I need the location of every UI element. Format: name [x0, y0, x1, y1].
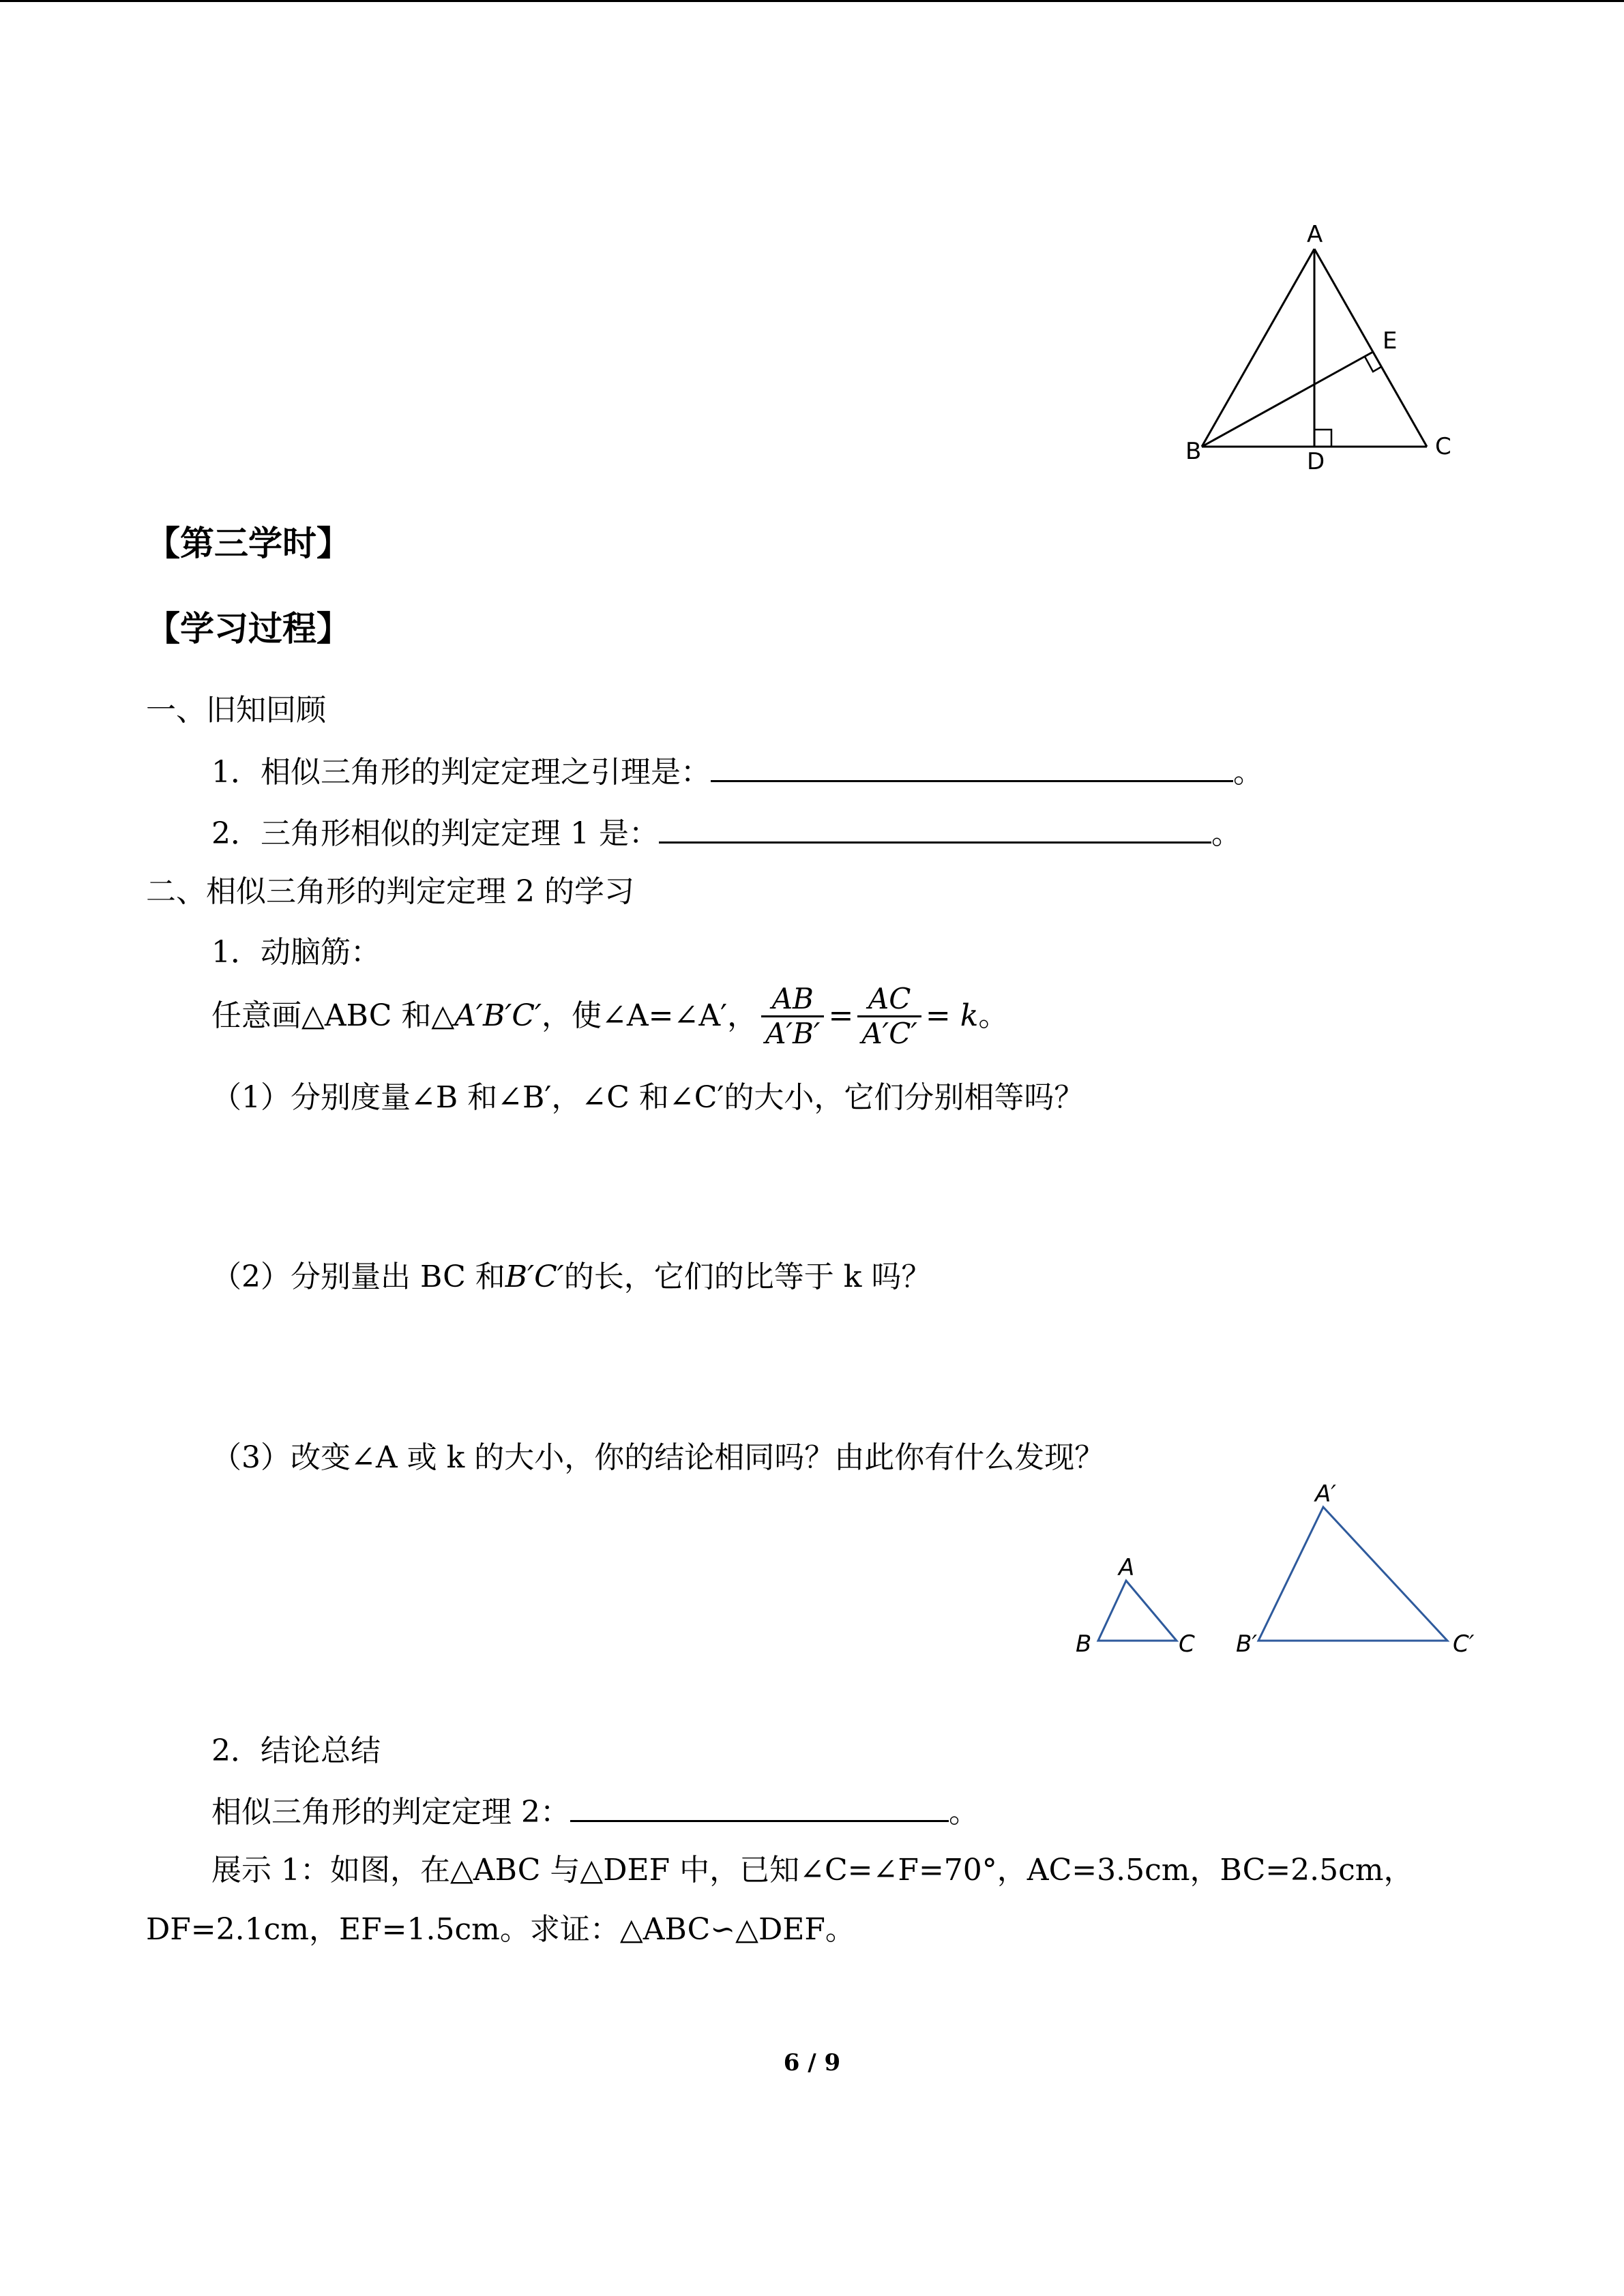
page-top-border	[0, 0, 1624, 2]
item1-blank[interactable]	[711, 750, 1233, 782]
theorem-line	[211, 1790, 979, 1833]
part1-item2	[211, 811, 1241, 854]
item1-text: 1．相似三角形的判定定理之引理是：	[211, 755, 711, 790]
example-line-1: 展示 1：如图，在△ABC 与△DEF 中，已知∠C=∠F=70°，AC=3.5cm，BC=2.5cm，	[211, 1853, 1414, 1888]
q2-post: 的长，它们的比等于 k 吗？	[563, 1259, 932, 1294]
small-label-b: B	[1076, 1630, 1092, 1658]
item2-end: 。	[1211, 816, 1241, 851]
part2-sub2: 2．结论总结	[211, 1733, 381, 1768]
part2-sub1: 1．动脑筋：	[211, 935, 381, 970]
large-label-a: A′	[1315, 1480, 1336, 1508]
theorem-text: 相似三角形的判定定理 2：	[211, 1795, 570, 1830]
question-3: （3）改变∠A 或 k 的大小，你的结论相同吗？由此你有什么发现？	[211, 1440, 1105, 1475]
label-c: C	[1435, 433, 1451, 460]
fraction-ac-num: AC	[868, 981, 911, 1015]
draw-pre: 任意画△ABC 和△	[211, 998, 455, 1033]
equals-sign: =	[828, 998, 854, 1033]
small-triangle	[1098, 1581, 1177, 1641]
small-label-a: A	[1119, 1554, 1135, 1581]
label-a: A	[1307, 221, 1323, 248]
large-label-c: C′	[1453, 1630, 1475, 1658]
fraction-ac	[857, 983, 921, 1050]
right-angle-e	[1365, 357, 1381, 372]
draw-instruction	[211, 975, 1008, 1057]
part2-title: 二、相似三角形的判定定理 2 的学习	[146, 874, 634, 909]
theorem-end: 。	[948, 1795, 979, 1830]
large-triangle	[1258, 1507, 1447, 1641]
fraction-ac-den: A′C′	[861, 1016, 917, 1050]
label-e: E	[1383, 327, 1398, 355]
fraction-ab-num: AB	[771, 981, 814, 1015]
right-angle-d	[1314, 430, 1331, 447]
altitude-be	[1202, 352, 1373, 447]
part1-title: 一、旧知回顾	[146, 693, 326, 728]
small-label-c: C	[1179, 1630, 1195, 1658]
label-b: B	[1185, 438, 1202, 465]
q2-segment: B′C′	[505, 1259, 564, 1294]
question-2	[211, 1257, 931, 1298]
equals-k: = k	[925, 998, 979, 1033]
draw-end: 。	[978, 998, 1009, 1033]
draw-mid: ，使∠A=∠A′，	[542, 998, 758, 1033]
page-number: 6 / 9	[783, 2049, 841, 2076]
item2-blank[interactable]	[659, 811, 1211, 844]
triangle-altitude-figure	[1173, 218, 1487, 477]
fraction-ab	[761, 983, 824, 1050]
large-label-b: B′	[1236, 1630, 1258, 1658]
draw-triangle: A′B′C′	[454, 998, 542, 1033]
part1-item1	[211, 750, 1263, 793]
theorem-blank[interactable]	[570, 1790, 949, 1822]
process-title: 【学习过程】	[146, 608, 351, 648]
side-ac	[1314, 249, 1427, 447]
label-d: D	[1307, 448, 1325, 475]
q2-pre: （2）分别量出 BC 和	[211, 1259, 505, 1294]
fraction-ab-den: A′B′	[765, 1016, 821, 1050]
section-title: 【第三学时】	[146, 523, 351, 563]
example-line-2: DF=2.1cm，EF=1.5cm。求证：△ABC∽△DEF。	[146, 1912, 855, 1947]
item2-text: 2．三角形相似的判定定理 1 是：	[211, 816, 659, 851]
similar-triangles-figure	[1064, 1473, 1501, 1671]
item1-end: 。	[1233, 755, 1263, 790]
side-ab	[1202, 249, 1314, 447]
question-1: （1）分别度量∠B 和∠B′，∠C 和∠C′的大小，它们分别相等吗？	[211, 1080, 1084, 1115]
